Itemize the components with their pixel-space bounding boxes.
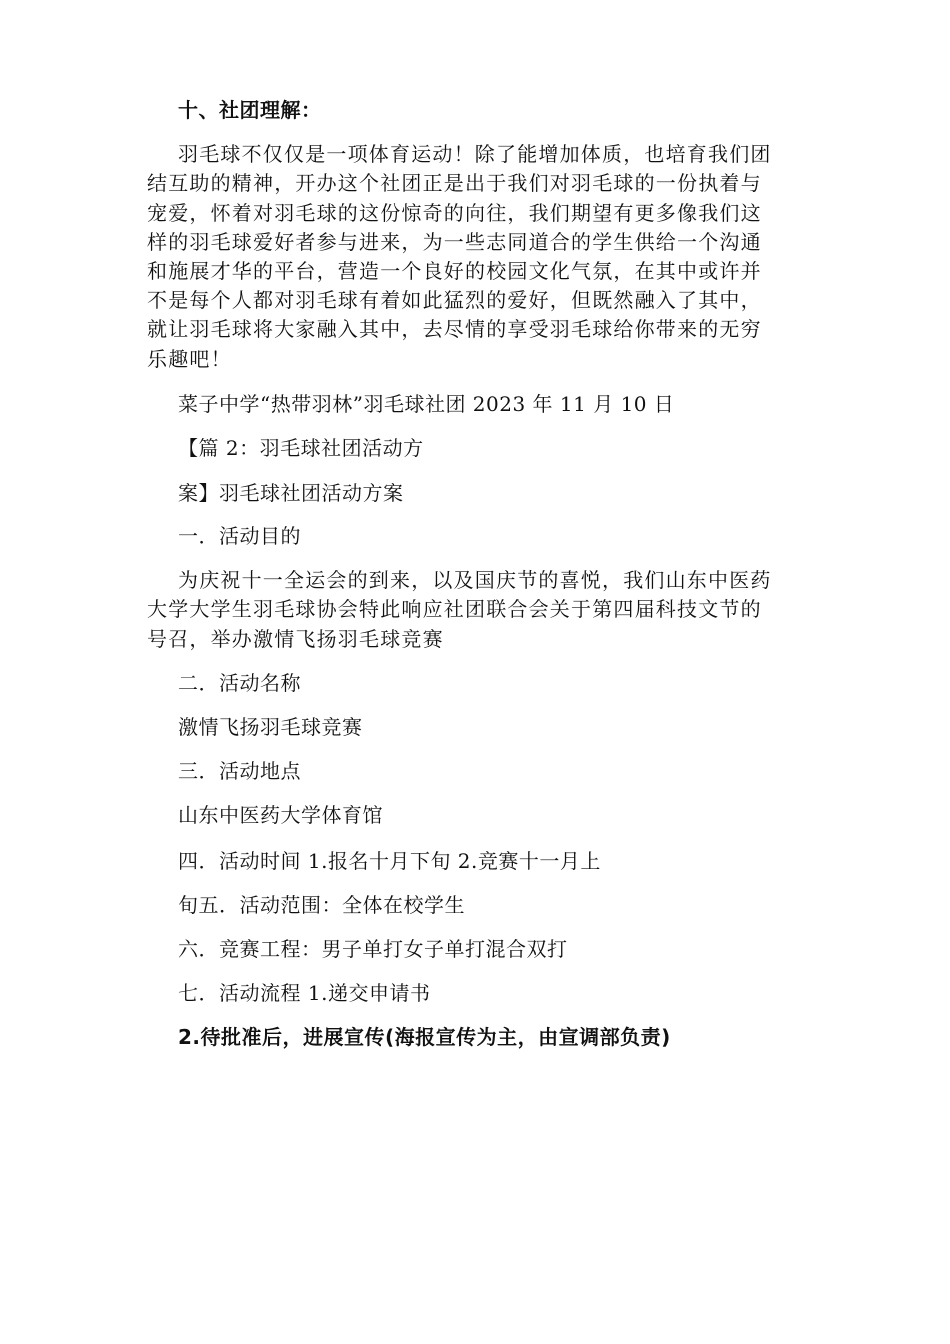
events-line: 六．竞赛工程：男子单打女子单打混合双打 — [178, 937, 568, 961]
purpose-line: 大学大学生羽毛球协会特此响应社团联合会关于第四届科技文节的 — [147, 597, 762, 621]
paragraph-line: 宠爱，怀着对羽毛球的这份惊奇的向往，我们期望有更多像我们这 — [147, 201, 762, 225]
process-step2: 2.待批准后，进展宣传(海报宣传为主，由宣调部负责) — [178, 1025, 671, 1049]
location-value: 山东中医药大学体育馆 — [178, 803, 383, 827]
process-line: 七．活动流程 1.递交申请书 — [178, 981, 431, 1005]
time-line: 四．活动时间 1.报名十月下旬 2.竞赛十一月上 — [178, 849, 601, 873]
signature-line: 菜子中学“热带羽林”羽毛球社团 2023 年 11 月 10 日 — [178, 392, 675, 416]
paragraph-line: 和施展才华的平台，营造一个良好的校园文化气氛，在其中或许并 — [147, 259, 762, 283]
location-heading: 三．活动地点 — [178, 759, 301, 783]
paragraph-line: 结互助的精神，开办这个社团正是出于我们对羽毛球的一份执着与 — [147, 171, 762, 195]
purpose-heading: 一．活动目的 — [178, 524, 301, 548]
part-two-title-line1: 【篇 2：羽毛球社团活动方 — [178, 436, 424, 460]
paragraph-line: 不是每个人都对羽毛球有着如此猛烈的爱好，但既然融入了其中， — [147, 288, 762, 312]
purpose-line: 号召，举办激情飞扬羽毛球竞赛 — [147, 627, 444, 651]
name-value: 激情飞扬羽毛球竞赛 — [178, 715, 363, 739]
paragraph-line: 乐趣吧！ — [147, 347, 232, 371]
paragraph-line: 羽毛球不仅仅是一项体育运动！除了能增加体质，也培育我们团 — [178, 142, 772, 166]
section-ten-heading: 十、社团理解： — [178, 98, 322, 122]
paragraph-line: 样的羽毛球爱好者参与进来，为一些志同道合的学生供给一个沟通 — [147, 230, 762, 254]
purpose-line: 为庆祝十一全运会的到来，以及国庆节的喜悦，我们山东中医药 — [178, 568, 772, 592]
part-two-title-line2: 案】羽毛球社团活动方案 — [178, 481, 404, 505]
name-heading: 二．活动名称 — [178, 671, 301, 695]
scope-line: 旬五．活动范围：全体在校学生 — [178, 893, 465, 917]
paragraph-line: 就让羽毛球将大家融入其中，去尽情的享受羽毛球给你带来的无穷 — [147, 317, 762, 341]
